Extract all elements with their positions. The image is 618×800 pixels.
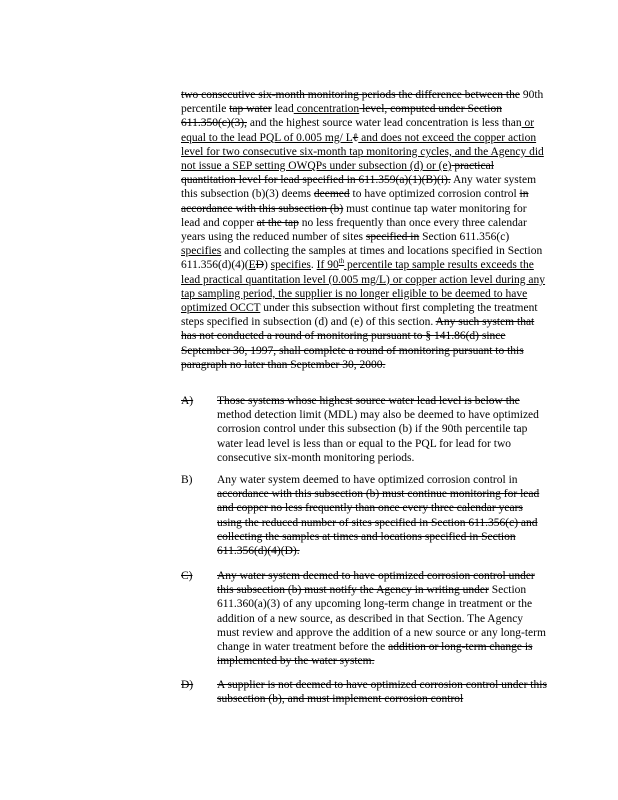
body-text: lead — [271, 103, 294, 116]
body-text: and the highest source water lead concentration is less than — [247, 117, 522, 130]
body-text: under this subsection without first completing the treatment steps specified in subsection (d) and (e) of this section. — [181, 302, 538, 329]
deleted-text: deemed — [313, 188, 350, 201]
body-text: Any water system deemed to have optimized corrosion control in — [217, 474, 518, 486]
item-body — [217, 394, 547, 465]
deleted-text: Any such system that has not conducted a round of monitoring pursuant to § 141.86(d) since September 30, 1997, shall complete a round of monitoring pursuant to this paragraph no later than September 30, 2000. — [181, 316, 535, 371]
inserted-text: specifies — [181, 245, 222, 258]
item-label: D) — [181, 679, 194, 691]
inserted-text: th — [338, 257, 345, 266]
deleted-text: level, computed under Section 611.350(c)(3), — [181, 103, 502, 130]
inserted-text: concentration — [293, 103, 360, 116]
body-text: 90th percentile — [181, 89, 544, 116]
body-text: . — [310, 259, 317, 272]
body-text: must continue tap water monitoring for lead and copper — [181, 202, 527, 229]
item-body — [217, 569, 547, 668]
body-text: Any water system this subsection (b)(3) deems — [181, 174, 537, 201]
deleted-text: practical quantitation level for lead specified in 611.359(a)(1)(B)(i). — [181, 160, 494, 187]
inserted-text: specifies — [270, 259, 311, 272]
body-text: ) — [263, 259, 271, 272]
item-label: A) — [181, 395, 194, 407]
deleted-text: addition or long-term change is implemented by the water system. — [217, 641, 533, 668]
deleted-text: Any water system deemed to have optimized corrosion control under this subsection (b) must notify the Agency in writing under — [217, 570, 535, 597]
inserted-text: or equal to the lead PQL of 0.005 mg/ L — [181, 117, 535, 144]
body-text: to have optimized corrosion control — [349, 188, 520, 201]
deleted-text: two consecutive six-month monitoring periods the difference between the — [181, 89, 520, 101]
deleted-text: Those systems whose highest source water lead level is below the — [217, 395, 520, 407]
body-text: method detection limit (MDL) may also be deemed to have optimized corrosion control under this subsection (b) if the 90th percentile tap water lead level is less than or equal to the PQL for lead for two consecutive six-month monitoring periods. — [217, 409, 539, 464]
item-body — [217, 473, 547, 558]
body-text: Section 611.356(c) — [419, 231, 510, 244]
body-text: no less frequently than once every three calendar years using the reduced number of sites — [181, 216, 527, 244]
deleted-text: D — [255, 259, 264, 272]
deleted-text: specified in — [365, 231, 420, 244]
item-label: B) — [181, 474, 193, 486]
inserted-text: and does not exceed the copper action level for two consecutive six-month tap monitoring cycles, and the Agency did not issue a SEP setting OWQPs under subsection (d) or (e) — [181, 131, 544, 173]
inserted-text: If 90 — [316, 259, 339, 272]
deleted-text: in accordance with this subsection (b) — [181, 188, 529, 215]
inserted-text: percentile tap sample results exceeds the lead practical quantitation level (0.005 mg/L) or copper action level during any tap sampling period, the supplier is no longer eligible to be deemed to have optimized OCCT — [181, 259, 546, 315]
deleted-text: accordance with this subsection (b) must continue monitoring for lead and copper no less frequently than once every three calendar years using the reduced number of sites specified in Section 611.356(c) and collecting the samples at times and locations specified in Section 611.356(d)(4)(D). — [217, 488, 540, 558]
body-text: Section 611.360(a)(3) of any upcoming long-term change in treatment or the addition of a new source, as described in that Section. The Agency must review and approve the addition of a new source or any long-term change in water treatment before the — [217, 584, 546, 654]
deleted-text: at the tap — [256, 216, 299, 229]
inserted-text: E — [248, 259, 256, 272]
deleted-text: ℓ — [352, 131, 359, 144]
main-paragraph — [181, 88, 547, 372]
deleted-text: A supplier is not deemed to have optimized corrosion control under this subsection (b), and must implement corrosion control — [217, 679, 547, 706]
item-body — [217, 678, 547, 706]
item-label: C) — [181, 570, 193, 582]
body-text: and collecting the samples at times and locations specified in Section 611.356(d)(4)( — [181, 245, 543, 272]
deleted-text: tap water — [229, 103, 272, 116]
